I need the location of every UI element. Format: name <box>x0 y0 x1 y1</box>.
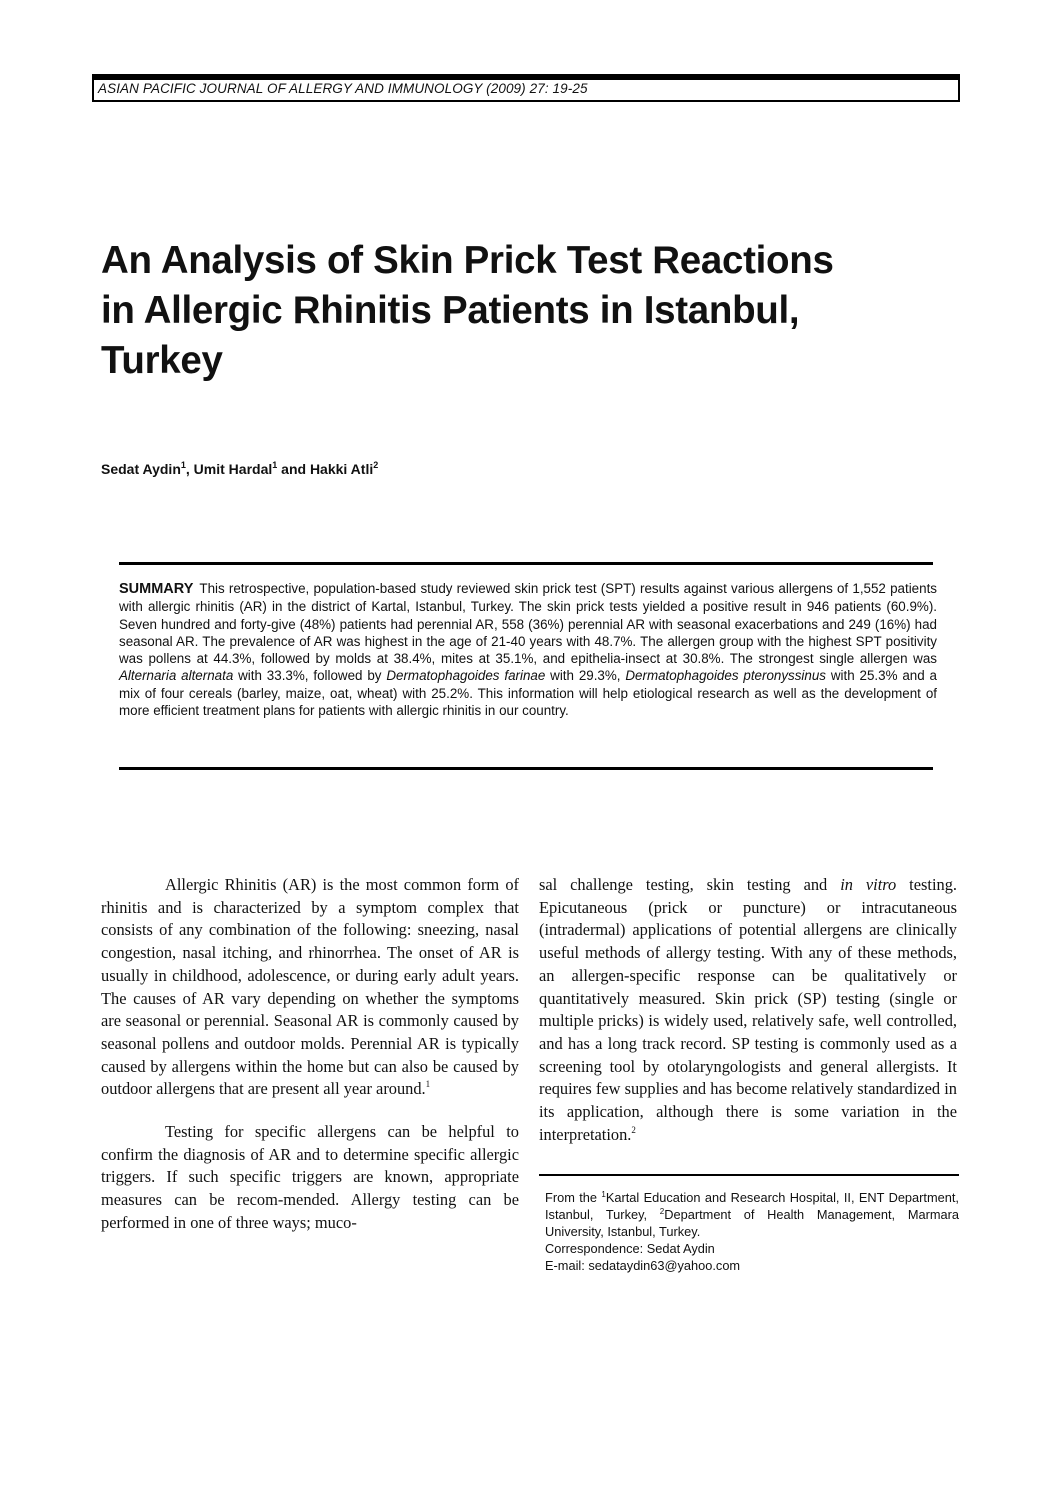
summary-bottom-rule <box>119 767 933 770</box>
journal-citation: ASIAN PACIFIC JOURNAL OF ALLERGY AND IMMUNOLOGY (2009) 27: 19-25 <box>98 81 588 96</box>
affiliation-prefix: From the <box>545 1190 602 1205</box>
correspondence-line: Correspondence: Sedat Aydin <box>545 1241 715 1256</box>
body-paragraph <box>101 1121 519 1235</box>
affiliation-rule <box>539 1174 959 1176</box>
title-line: An Analysis of Skin Prick Test Reactions <box>101 239 834 282</box>
affiliation-marker: 2 <box>659 1207 665 1216</box>
title-line: Turkey <box>101 339 223 382</box>
title-line: in Allergic Rhinitis Patients in Istanbul, <box>101 289 800 332</box>
summary-text: with 29.3%, <box>545 668 626 684</box>
author-name: Umit Hardal <box>193 461 273 477</box>
author-separator: and <box>277 461 310 477</box>
summary-abstract <box>119 580 937 719</box>
body-paragraph <box>101 874 519 1101</box>
author-list <box>101 461 378 477</box>
email-line: E-mail: sedataydin63@yahoo.com <box>545 1258 741 1273</box>
summary-label: SUMMARY <box>119 581 194 597</box>
species-name: Dermatophagoides pteronyssinus <box>625 668 826 684</box>
affiliation-marker: 1 <box>180 460 186 470</box>
affiliation-org: Department of Health Management, Marmara University, Istanbul, Turkey. <box>545 1207 960 1239</box>
body-column-right <box>539 874 957 1146</box>
paper-title <box>101 236 981 386</box>
affiliation-marker: 1 <box>272 460 278 470</box>
author-name: Hakki Atli <box>309 461 374 477</box>
affiliation-marker: 1 <box>601 1190 606 1199</box>
species-name: Dermatophagoides farinae <box>386 668 546 684</box>
summary-text: with 33.3%, followed by <box>233 668 387 684</box>
affiliation-text <box>545 1189 959 1240</box>
paragraph-text: Allergic Rhinitis (AR) is the most common form of rhinitis and is characterized by a symptom complex that consists of any combination of the following: sneezing, nasal congestion, nasal itching, and rhinorrhea. The onset of AR is usually in childhood, adolescence, or during early adult years. The causes of AR vary depending on whether the symptoms are seasonal or perennial. Seasonal AR is commonly caused by seasonal pollens and outdoor molds. Perennial AR is typically caused by allergens within the home but can also be caused by outdoor allergens that are present all year around. <box>101 875 519 1099</box>
body-paragraph <box>539 874 957 1146</box>
journal-header <box>92 74 960 102</box>
paragraph-text: sal challenge testing, skin testing and <box>539 875 841 894</box>
author-name: Sedat Aydin <box>101 461 181 477</box>
summary-text: with 25.3% and a mix of four cereals (barley, maize, oat, wheat) with 25.2%. This information will help etiological research as well as the development of more efficient treatment plans for patients with allergic rhinitis in our country. <box>119 668 937 719</box>
author-separator: , <box>185 461 194 477</box>
affiliation-marker: 2 <box>373 460 379 470</box>
affiliation-footnote <box>545 1189 959 1274</box>
reference-marker: 1 <box>425 1079 431 1090</box>
body-column-left <box>101 874 519 1235</box>
emphasis-text: in vitro <box>840 875 897 894</box>
summary-top-rule <box>119 562 933 565</box>
paragraph-text: Testing for specific allergens can be helpful to confirm the diagnosis of AR and to determine specific allergic triggers. If such specific triggers are known, appropriate measures can be recom-mended. Allergy testing can be performed in one of three ways; muco- <box>101 1122 519 1232</box>
paragraph-text: testing. Epicutaneous (prick or puncture) or intracutaneous (intradermal) applications of potential allergens are clinically useful methods of allergy testing. With any of these methods, an allergen-specific response can be qualitatively or quantitatively measured. Skin prick (SP) testing (single or multiple pricks) is widely used, relatively safe, well controlled, and has a long track record. SP testing is commonly used as a screening tool by otolaryngologists and general allergists. It requires few supplies and has become relatively standardized in its application, although there is some variation in the interpretation. <box>539 875 957 1144</box>
species-name: Alternaria alternata <box>119 668 234 684</box>
reference-marker: 2 <box>631 1124 636 1135</box>
summary-text: This retrospective, population-based study reviewed skin prick test (SPT) results against various allergens of 1,552 patients with allergic rhinitis (AR) in the district of Kartal, Istanbul, Turkey. The skin prick tests yielded a positive result in 946 patients (60.9%). Seven hundred and forty-give (48%) patients had perennial AR, 558 (36%) perennial AR with seasonal exacerbations and 249 (16%) had seasonal AR. The prevalence of AR was highest in the age of 21-40 years with 48.7%. The allergen group with the highest SPT positivity was pollens at 44.3%, followed by molds at 38.4%, mites at 35.1%, and epithelia-insect at 30.8%. The strongest single allergen was <box>119 581 937 667</box>
affiliation-org: Kartal Education and Research Hospital, II, ENT Department, Istanbul, Turkey, <box>545 1190 959 1222</box>
